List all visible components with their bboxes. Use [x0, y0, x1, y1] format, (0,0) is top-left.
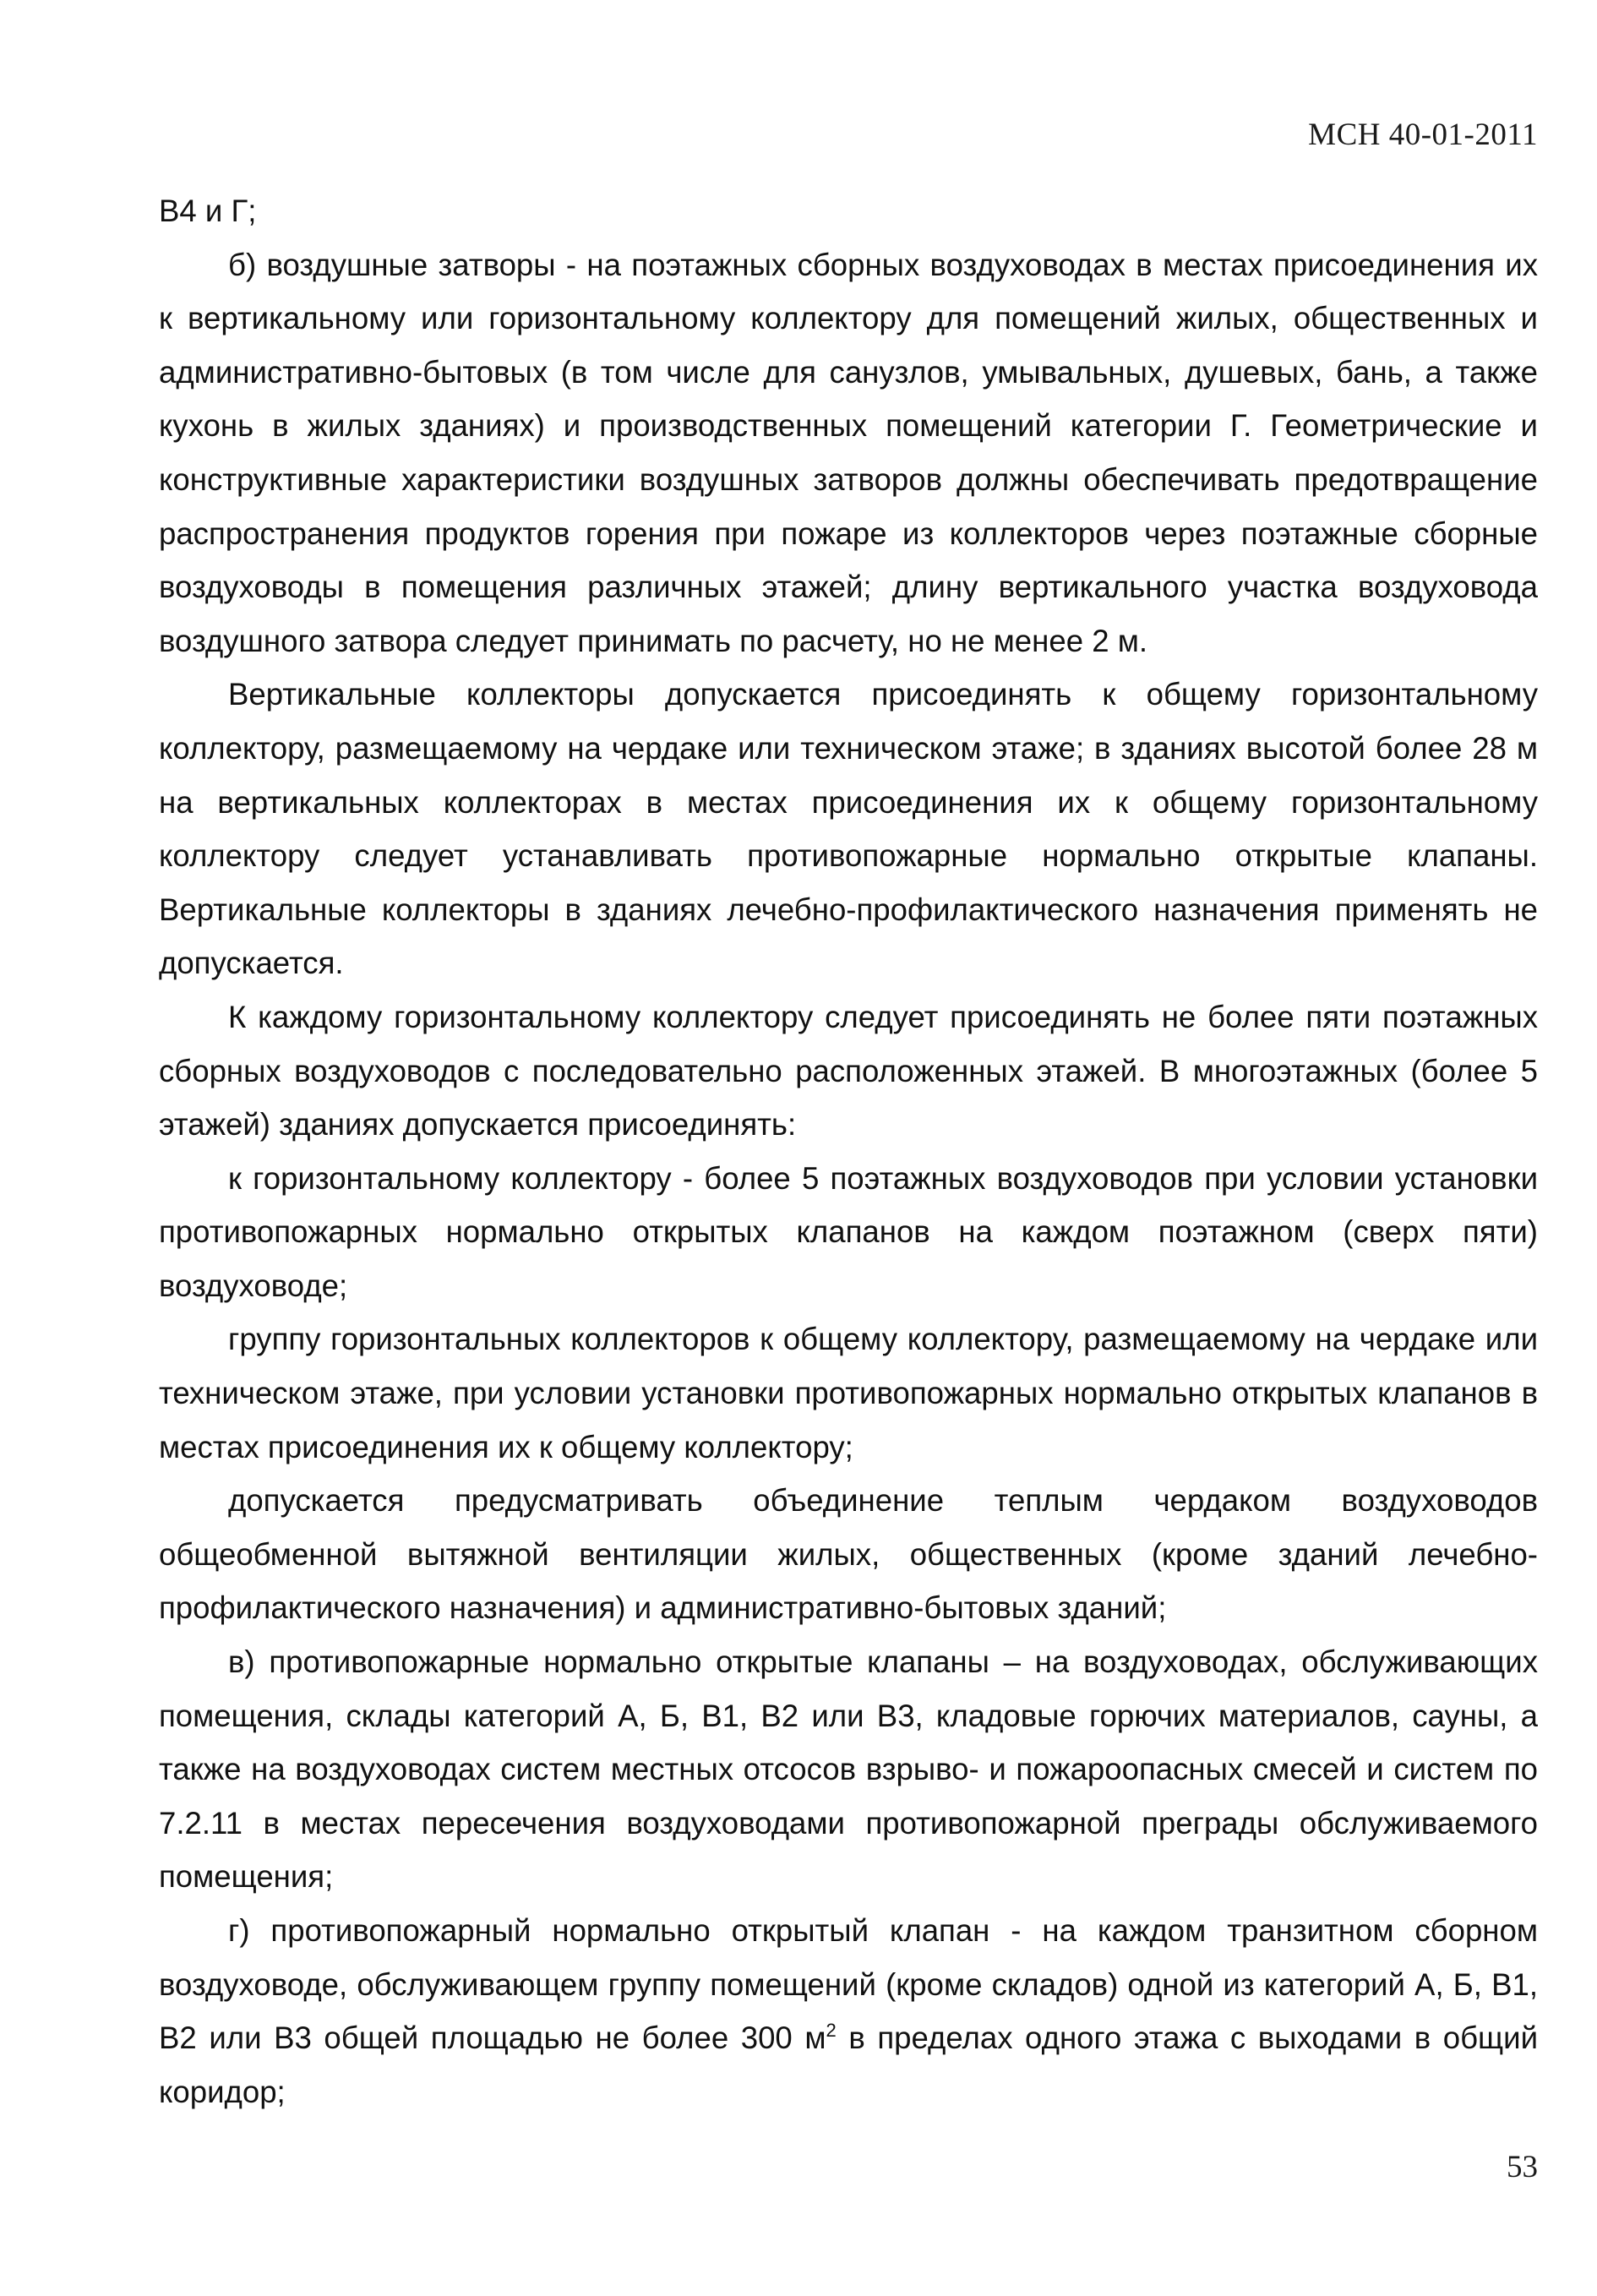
paragraph-collector-group: группу горизонтальных коллекторов к общему коллектору, размещаемому на чердаке или техническом этаже, при условии установки противопожарных нормально открытых клапанов в местах присоединения их к общему коллектору; [159, 1322, 1538, 1464]
paragraph-item-v: в) противопожарные нормально открытые клапаны – на воздуховодах, обслуживающих помещения, склады категорий А, Б, В1, В2 или В3, кладовые горючих материалов, сауны, а также на воздуховодах систем местных отсосов взрыво- и пожароопасных смесей и систем по 7.2.11 в местах пересечения воздуховодами противопожарной преграды обслуживаемого помещения; [159, 1644, 1538, 1895]
document-code: МСН 40-01-2011 [1308, 117, 1538, 152]
body-text [159, 184, 1538, 2119]
paragraph-continuation: В4 и Г; [159, 194, 257, 228]
paragraph-item-b: б) воздушные затворы - на поэтажных сборных воздуховодах в местах присоединения их к вертикальному или горизонтальному коллектору для помещений жилых, общественных и административно-бытовых (в том числе для санузлов, умывальных, душевых, бань, а также кухонь в жилых зданиях) и производственных помещений категории Г. Геометрические и конструктивные характеристики воздушных затворов должны обеспечивать предотвращение распространения продуктов горения при пожаре из коллекторов через поэтажные сборные воздуховоды в помещения различных этажей; длину вертикального участка воздуховода воздушного затвора следует принимать по расчету, но не менее 2 м. [159, 247, 1538, 658]
paragraph-item-g-text: г) противопожарный нормально открытый клапан - на каждом транзитном сборном воздуховоде, обслуживающем группу помещений (кроме складов) одной из категорий А, Б, В1, В2 или В3 общей площадью не более 300 м [159, 1913, 1538, 2056]
paragraph-vertical-collectors: Вертикальные коллекторы допускается присоединять к общему горизонтальному коллектору, размещаемому на чердаке или техническом этаже; в зданиях высотой более 28 м на вертикальных коллекторах в местах присоединения их к общему горизонтальному коллектору следует устанавливать противопожарные нормально открытые клапаны. Вертикальные коллекторы в зданиях лечебно-профилактического назначения применять не допускается. [159, 677, 1538, 981]
paragraph-floor-ducts: к горизонтальному коллектору - более 5 поэтажных воздуховодов при условии установки противопожарных нормально открытых клапанов на каждом поэтажном (сверх пяти) воздуховоде; [159, 1160, 1538, 1303]
paragraph-item-g-tail: в пределах одного этажа с выходами в общий коридор; [159, 2021, 1538, 2109]
page-number: 53 [1507, 2150, 1538, 2184]
superscript-exponent: 2 [826, 2020, 837, 2042]
paragraph-item-g [159, 1904, 1538, 2119]
paragraph-warm-attic: допускается предусматривать объединение теплым чердаком воздуховодов общеобменной вытяжной вентиляции жилых, общественных (кроме зданий лечебно-профилактического назначения) и административно-бытовых зданий; [159, 1483, 1538, 1626]
paragraph-horizontal-collector: К каждому горизонтальному коллектору следует присоединять не более пяти поэтажных сборных воздуховодов с последовательно расположенных этажей. В многоэтажных (более 5 этажей) зданиях допускается присоединять: [159, 999, 1538, 1143]
